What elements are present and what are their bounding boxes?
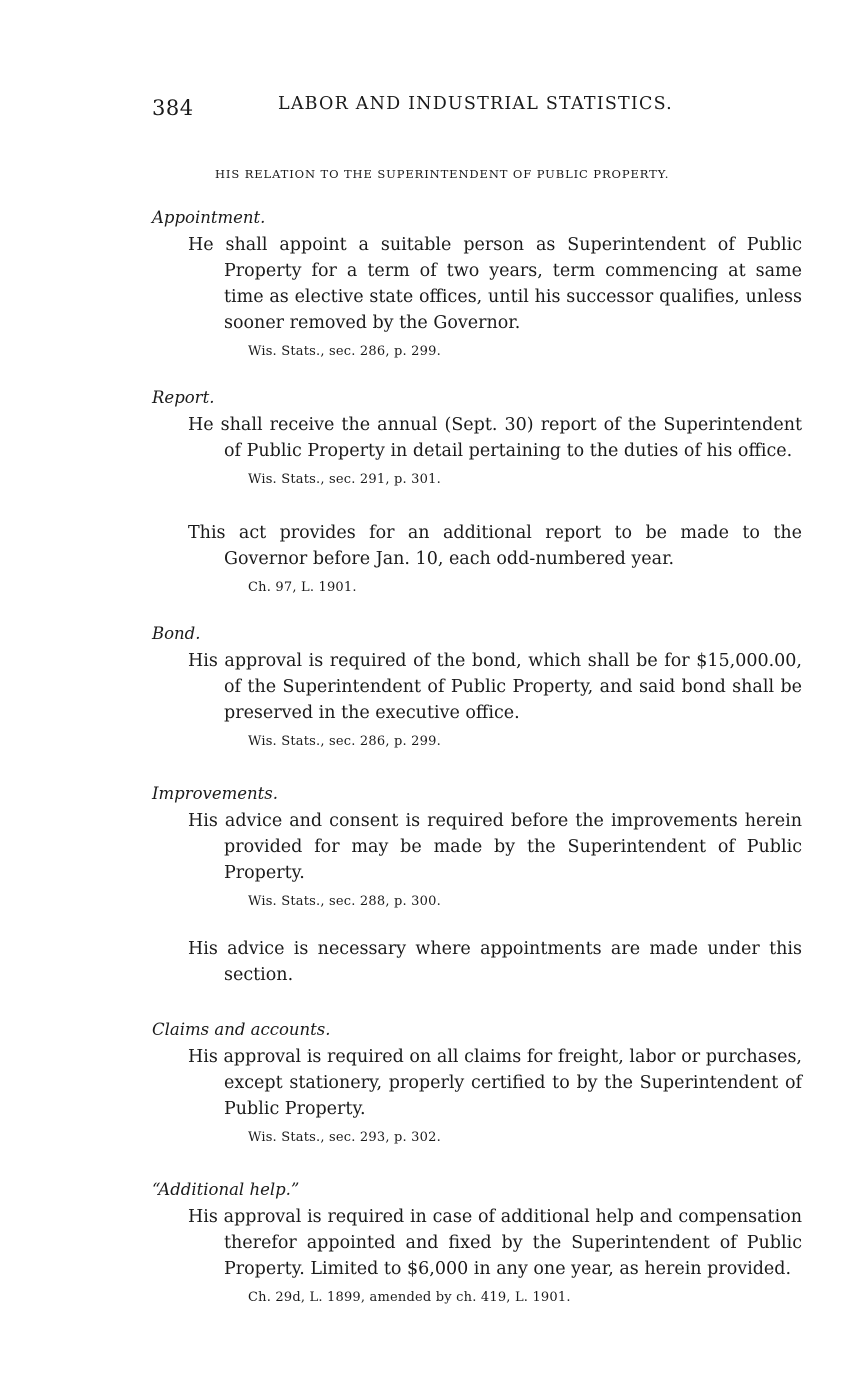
section-heading: Improvements. xyxy=(152,784,279,803)
statute-citation: Wis. Stats., sec. 291, p. 301. xyxy=(248,472,441,487)
page-number: 384 xyxy=(152,96,194,120)
section-paragraph: His advice and consent is required before the improvements herein provided for may be made by the Superintendent of Public Property. xyxy=(188,811,802,883)
section-heading: Bond. xyxy=(152,624,201,643)
section-heading: Appointment. xyxy=(152,208,266,227)
section-bond xyxy=(152,622,802,752)
statute-citation: Wis. Stats., sec. 288, p. 300. xyxy=(248,894,441,909)
section-title: HIS RELATION TO THE SUPERINTENDENT OF PUBLIC PROPERTY. xyxy=(215,167,670,181)
section-appointment xyxy=(152,206,802,362)
statute-citation: Wis. Stats., sec. 286, p. 299. xyxy=(248,734,441,749)
running-head: LABOR AND INDUSTRIAL STATISTICS. xyxy=(278,94,673,114)
section-additional-help xyxy=(152,1178,802,1308)
statute-citation: Wis. Stats., sec. 286, p. 299. xyxy=(248,344,441,359)
section-paragraph: This act provides for an additional report to be made to the Governor before Jan. 10, each odd-numbered year. xyxy=(188,523,802,569)
section-report xyxy=(152,386,802,598)
section-heading: Claims and accounts. xyxy=(152,1020,331,1039)
section-heading: “Additional help.” xyxy=(152,1180,300,1199)
section-paragraph: He shall receive the annual (Sept. 30) report of the Superintendent of Public Property in detail pertaining to the duties of his office. xyxy=(188,415,802,461)
section-paragraph: His approval is required of the bond, which shall be for $15,000.00, of the Superintendent of Public Property, and said bond shall be preserved in the executive office. xyxy=(188,651,802,723)
statute-citation: Ch. 97, L. 1901. xyxy=(248,580,357,595)
statute-citation: Wis. Stats., sec. 293, p. 302. xyxy=(248,1130,441,1145)
section-improvements xyxy=(152,782,802,988)
section-claims-and-accounts xyxy=(152,1018,802,1148)
section-paragraph: His approval is required on all claims for freight, labor or purchases, except stationery, properly certified to by the Superintendent of Public Property. xyxy=(188,1047,802,1119)
section-paragraph: His advice is necessary where appointments are made under this section. xyxy=(188,939,802,985)
section-paragraph: His approval is required in case of additional help and compensation therefor appointed and fixed by the Superintendent of Public Property. Limited to $6,000 in any one year, as herein provided. xyxy=(188,1207,802,1279)
page-content xyxy=(152,206,802,1308)
statute-citation: Ch. 29d, L. 1899, amended by ch. 419, L. 1901. xyxy=(248,1290,571,1305)
section-heading: Report. xyxy=(152,388,215,407)
section-paragraph: He shall appoint a suitable person as Superintendent of Public Property for a term of two years, term commencing at same time as elective state offices, until his successor qualifies, unless sooner removed by the Governor. xyxy=(188,235,802,333)
